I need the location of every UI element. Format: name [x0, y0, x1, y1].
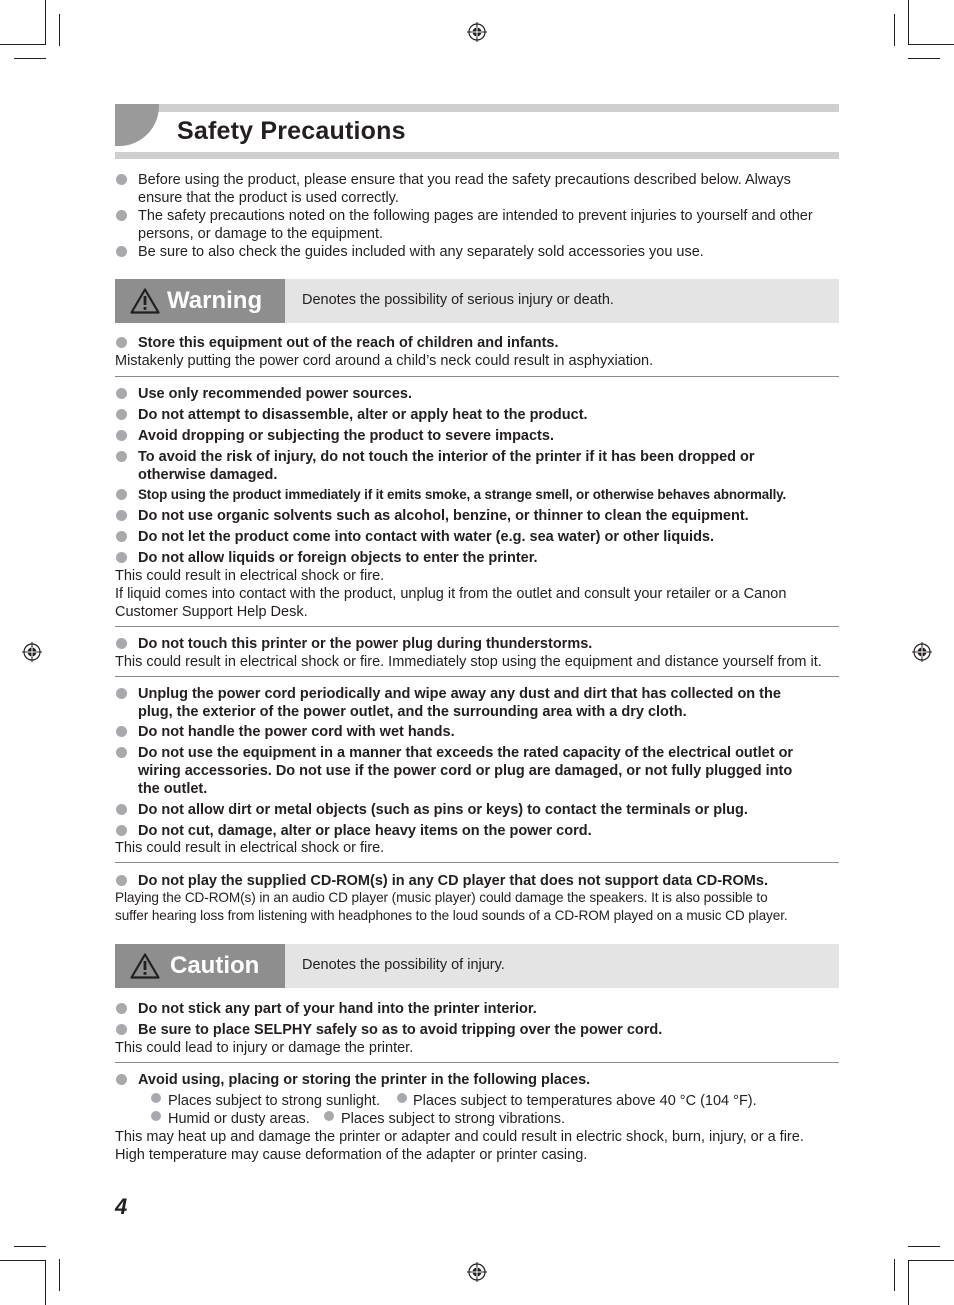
warning-note: Customer Support Help Desk.: [115, 604, 308, 620]
section-divider: [115, 376, 839, 377]
caution-label: Caution: [170, 952, 260, 979]
caution-item: Avoid using, placing or storing the printer in the following places.: [138, 1072, 591, 1088]
bullet-icon: [116, 531, 127, 542]
place-item: Places subject to temperatures above 40 °C (104 °F).: [413, 1093, 757, 1109]
bullet-icon: [116, 409, 127, 420]
bullet-icon: [116, 552, 127, 563]
small-bullet-icon: [397, 1093, 407, 1103]
bullet-icon: [116, 174, 127, 185]
place-item: Places subject to strong vibrations.: [341, 1111, 566, 1127]
warning-item: Do not touch this printer or the power plug during thunderstorms.: [138, 636, 593, 652]
bullet-icon: [116, 246, 127, 257]
warning-label-box: [115, 279, 285, 323]
page-title: Safety Precautions: [177, 117, 406, 145]
warning-item: To avoid the risk of injury, do not touch the interior of the printer if it has been dropped or: [138, 449, 755, 465]
place-item: Places subject to strong sunlight.: [168, 1093, 380, 1109]
bullet-icon: [116, 1003, 127, 1014]
section-divider: [115, 1062, 839, 1063]
warning-note: This could result in electrical shock or fire. Immediately stop using the equipment and distance yourself from it.: [115, 654, 822, 670]
warning-triangle-icon: [130, 288, 160, 314]
warning-item: Unplug the power cord periodically and wipe away any dust and dirt that has collected on the: [138, 686, 781, 702]
caution-banner: [115, 944, 839, 988]
warning-item: Stop using the product immediately if it emits smoke, a strange smell, or otherwise behaves abnormally.: [138, 487, 787, 502]
warning-note: This could result in electrical shock or fire.: [115, 568, 385, 584]
title-bar-top-stripe: [115, 104, 839, 112]
warning-item: Do not let the product come into contact with water (e.g. sea water) or other liquids.: [138, 529, 715, 545]
title-bar-bottom-stripe: [115, 152, 839, 159]
bullet-icon: [116, 688, 127, 699]
bullet-icon: [116, 726, 127, 737]
bullet-icon: [116, 638, 127, 649]
section-divider: [115, 626, 839, 627]
registration-mark-icon: [912, 642, 932, 662]
bullet-icon: [116, 489, 127, 500]
title-tab-shape: [115, 104, 159, 146]
warning-label: Warning: [167, 287, 263, 314]
caution-label-box: [115, 944, 285, 988]
warning-note: suffer hearing loss from listening with headphones to the loud sounds of a CD-ROM played on a music CD player.: [115, 908, 788, 923]
warning-item: Do not allow dirt or metal objects (such as pins or keys) to contact the terminals or plug.: [138, 802, 748, 818]
intro-text: ensure that the product is used correctly.: [138, 190, 399, 206]
warning-item: plug, the exterior of the power outlet, and the surrounding area with a dry cloth.: [138, 704, 687, 720]
small-bullet-icon: [151, 1093, 161, 1103]
section-divider: [115, 676, 839, 677]
warning-item: Use only recommended power sources.: [138, 386, 412, 402]
warning-description: Denotes the possibility of serious injury or death.: [302, 292, 614, 308]
intro-text: persons, or damage to the equipment.: [138, 226, 384, 242]
warning-item: wiring accessories. Do not use if the power cord or plug are damaged, or not fully plugged into: [138, 763, 793, 779]
bullet-icon: [116, 210, 127, 221]
caution-triangle-icon: [130, 953, 160, 979]
warning-note: This could result in electrical shock or fire.: [115, 840, 385, 856]
warning-note: Playing the CD-ROM(s) in an audio CD player (music player) could damage the speakers. It is also possible to: [115, 890, 768, 905]
warning-item: Avoid dropping or subjecting the product to severe impacts.: [138, 428, 554, 444]
caution-note: This could lead to injury or damage the printer.: [115, 1040, 414, 1056]
bullet-icon: [116, 1024, 127, 1035]
bullet-icon: [116, 510, 127, 521]
caution-description: Denotes the possibility of injury.: [302, 957, 505, 973]
page-number: 4: [115, 1194, 128, 1219]
bullet-icon: [116, 804, 127, 815]
bullet-icon: [116, 825, 127, 836]
warning-item: Store this equipment out of the reach of children and infants.: [138, 335, 559, 351]
bullet-icon: [116, 388, 127, 399]
small-bullet-icon: [151, 1111, 161, 1121]
section-title-bar: [115, 104, 839, 160]
warning-item: Do not cut, damage, alter or place heavy items on the power cord.: [138, 823, 592, 839]
caution-note: High temperature may cause deformation of the adapter or printer casing.: [115, 1147, 588, 1163]
registration-mark-icon: [22, 642, 42, 662]
caution-item: Do not stick any part of your hand into the printer interior.: [138, 1001, 537, 1017]
bullet-icon: [116, 430, 127, 441]
warning-banner: [115, 279, 839, 323]
bullet-icon: [116, 875, 127, 886]
small-bullet-icon: [324, 1111, 334, 1121]
registration-mark-icon: [467, 1262, 487, 1282]
warning-item: Do not use organic solvents such as alcohol, benzine, or thinner to clean the equipment.: [138, 508, 749, 524]
bullet-icon: [116, 337, 127, 348]
place-item: Humid or dusty areas.: [168, 1111, 310, 1127]
warning-item: otherwise damaged.: [138, 467, 278, 483]
bullet-icon: [116, 747, 127, 758]
caution-item: Be sure to place SELPHY safely so as to avoid tripping over the power cord.: [138, 1022, 663, 1038]
section-divider: [115, 862, 839, 863]
warning-item: Do not play the supplied CD-ROM(s) in any CD player that does not support data CD-ROMs.: [138, 873, 768, 889]
intro-text: The safety precautions noted on the following pages are intended to prevent injuries to yourself and other: [138, 208, 813, 224]
warning-item: Do not handle the power cord with wet hands.: [138, 724, 455, 740]
warning-item: Do not allow liquids or foreign objects to enter the printer.: [138, 550, 538, 566]
registration-mark-icon: [467, 22, 487, 42]
intro-text: Before using the product, please ensure that you read the safety precautions described below. Always: [138, 172, 791, 188]
warning-item: Do not attempt to disassemble, alter or apply heat to the product.: [138, 407, 588, 423]
bullet-icon: [116, 1074, 127, 1085]
bullet-icon: [116, 451, 127, 462]
warning-note: Mistakenly putting the power cord around a child’s neck could result in asphyxiation.: [115, 353, 654, 369]
caution-note: This may heat up and damage the printer or adapter and could result in electric shock, burn, injury, or a fire.: [115, 1129, 804, 1145]
warning-item: Do not use the equipment in a manner that exceeds the rated capacity of the electrical outlet or: [138, 745, 794, 761]
intro-text: Be sure to also check the guides included with any separately sold accessories you use.: [138, 244, 704, 260]
warning-item: the outlet.: [138, 781, 208, 797]
warning-note: If liquid comes into contact with the product, unplug it from the outlet and consult your retailer or a Canon: [115, 586, 787, 602]
